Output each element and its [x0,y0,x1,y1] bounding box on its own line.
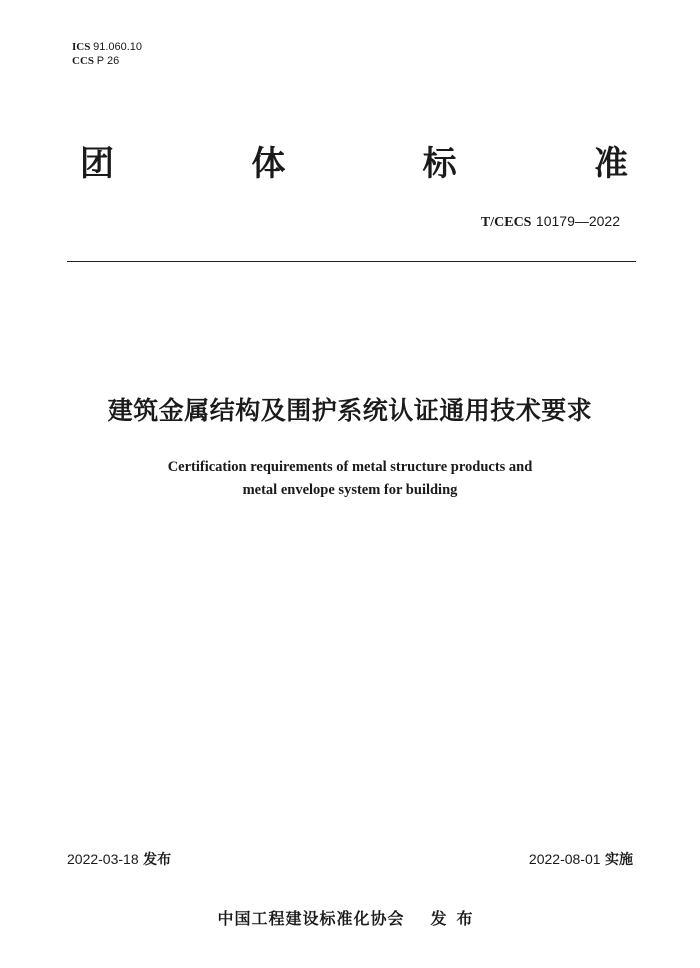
header-divider [67,261,636,262]
standard-type-char: 标 [422,144,457,184]
standard-type-char: 团 [80,144,114,184]
standard-number-prefix: T/CECS [480,215,532,230]
publisher [0,908,700,930]
classification-codes [72,40,142,68]
issue-date-value: 2022-03-18 [67,851,139,867]
ics-line [72,40,142,54]
ics-code: 91.060.10 [93,41,143,53]
issue-date [67,849,171,870]
title-en-line-2: metal envelope system for building [242,482,458,498]
ccs-line [72,54,142,68]
standard-number-value: 10179—2022 [535,213,620,229]
publisher-action: 发布 [430,909,483,928]
ics-label: ICS [72,41,91,53]
title-en-line-1: Certification requirements of metal structure products and [167,459,533,475]
standard-type-char: 体 [251,144,286,184]
document-title-en [0,456,700,502]
publisher-org: 中国工程建设标准化协会 [217,909,405,928]
standard-type-heading [80,140,628,188]
implementation-date [529,849,633,870]
standard-type-char: 准 [593,144,628,184]
ccs-code: P 26 [96,55,120,67]
document-title-cn: 建筑金属结构及围护系统认证通用技术要求 [107,396,593,425]
issue-date-word: 发布 [143,852,172,868]
standard-number [481,212,620,232]
implementation-date-value: 2022-08-01 [528,851,601,867]
implementation-date-word: 实施 [605,852,633,868]
ccs-label: CCS [72,55,95,67]
